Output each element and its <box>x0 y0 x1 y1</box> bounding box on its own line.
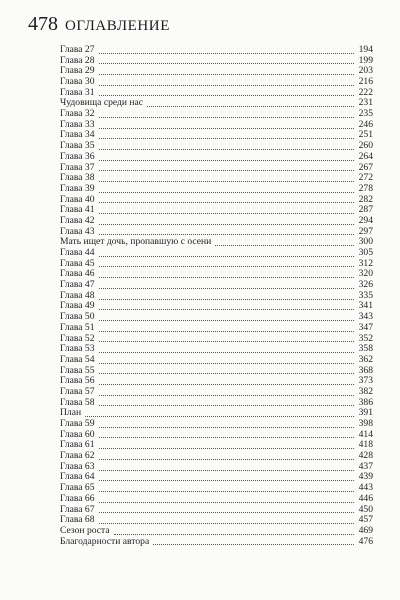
dot-leader <box>99 341 354 342</box>
toc-entry-title: Глава 32 <box>60 108 95 120</box>
dot-leader <box>99 288 354 289</box>
toc-entry-title: Чудовища среди нас <box>60 97 144 109</box>
dot-leader <box>99 202 354 203</box>
dot-leader <box>99 170 354 171</box>
toc-entry <box>60 376 373 387</box>
toc-entry-title: Глава 58 <box>60 396 95 408</box>
toc-entry-title: Глава 45 <box>60 257 95 269</box>
toc-entry <box>60 355 373 366</box>
toc-entry-page: 386 <box>358 396 373 408</box>
toc-entry-title: Глава 30 <box>60 76 95 88</box>
dot-leader <box>99 395 354 396</box>
toc-entry <box>60 120 373 131</box>
dot-leader <box>99 331 354 332</box>
toc-entry-page: 368 <box>358 364 373 376</box>
dot-leader <box>99 309 354 310</box>
toc-entry-title: Глава 44 <box>60 247 95 259</box>
toc-entry-title: Глава 49 <box>60 300 95 312</box>
dot-leader <box>99 459 354 460</box>
dot-leader <box>99 405 354 406</box>
toc-entry-page: 300 <box>358 236 373 248</box>
toc-entry-title: Благодарности автора <box>60 535 150 547</box>
toc-entry <box>60 440 373 451</box>
toc-entry <box>60 45 373 56</box>
toc-entry <box>60 163 373 174</box>
toc-entry <box>60 494 373 505</box>
dot-leader <box>99 149 354 150</box>
toc-entry-title: Глава 53 <box>60 343 95 355</box>
toc-entry-title: Глава 51 <box>60 321 95 333</box>
toc-entry-page: 457 <box>358 514 373 526</box>
page-header <box>28 13 170 35</box>
dot-leader <box>99 502 354 503</box>
dot-leader <box>99 363 354 364</box>
toc-entry-title: Глава 42 <box>60 214 95 226</box>
contents-heading: ОГЛАВЛЕНИЕ <box>65 18 170 34</box>
toc-entry-title: Глава 48 <box>60 289 95 301</box>
dot-leader <box>99 181 354 182</box>
dot-leader <box>99 192 354 193</box>
toc-entry-page: 231 <box>358 97 373 109</box>
toc-entry-page: 391 <box>358 407 373 419</box>
toc-entry-page: 287 <box>358 204 373 216</box>
toc-entry-title: Глава 38 <box>60 172 95 184</box>
toc-entry <box>60 408 373 419</box>
toc-entry-page: 437 <box>358 460 373 472</box>
toc-entry-page: 373 <box>358 375 373 387</box>
toc-entry <box>60 259 373 270</box>
toc-entry-page: 343 <box>358 311 373 323</box>
dot-leader <box>99 74 354 75</box>
toc-entry <box>60 387 373 398</box>
dot-leader <box>99 491 354 492</box>
toc-entry-page: 216 <box>358 76 373 88</box>
toc-entry-page: 352 <box>358 332 373 344</box>
toc-entry-title: Глава 59 <box>60 418 95 430</box>
dot-leader <box>99 427 354 428</box>
toc-entry-page: 251 <box>358 129 373 141</box>
toc-entry-page: 446 <box>358 492 373 504</box>
toc-entry-page: 305 <box>358 247 373 259</box>
toc-entry <box>60 56 373 67</box>
dot-leader <box>99 384 354 385</box>
toc-entry-page: 235 <box>358 108 373 120</box>
dot-leader <box>99 448 354 449</box>
toc-entry-title: Глава 63 <box>60 460 95 472</box>
toc-entry-page: 398 <box>358 418 373 430</box>
dot-leader <box>99 523 354 524</box>
dot-leader <box>99 117 354 118</box>
toc-entry-title: Глава 56 <box>60 375 95 387</box>
dot-leader <box>99 373 354 374</box>
page-number: 478 <box>28 13 58 35</box>
toc-entry-title: Мать ищет дочь, пропавшую с осени <box>60 236 212 248</box>
toc-entry <box>60 344 373 355</box>
toc-entry-title: Глава 68 <box>60 514 95 526</box>
toc-entry-page: 278 <box>358 182 373 194</box>
toc-entry-page: 312 <box>358 257 373 269</box>
toc-entry-page: 469 <box>358 524 373 536</box>
toc-entry-title: Глава 67 <box>60 503 95 515</box>
toc-entry <box>60 152 373 163</box>
dot-leader <box>99 480 354 481</box>
toc-entry <box>60 398 373 409</box>
toc-entry-title: Сезон роста <box>60 524 110 536</box>
toc-entry-title: Глава 43 <box>60 225 95 237</box>
toc-entry-title: Глава 57 <box>60 385 95 397</box>
dot-leader <box>99 320 354 321</box>
toc-entry <box>60 451 373 462</box>
toc-entry <box>60 483 373 494</box>
dot-leader <box>99 266 354 267</box>
toc-entry <box>60 77 373 88</box>
toc-entry <box>60 537 373 548</box>
toc-entry-page: 326 <box>358 279 373 291</box>
toc-entry-title: Глава 31 <box>60 86 95 98</box>
dot-leader <box>114 534 354 535</box>
toc-entry <box>60 269 373 280</box>
toc-entry-title: Глава 46 <box>60 268 95 280</box>
toc-entry <box>60 334 373 345</box>
toc-entry <box>60 66 373 77</box>
toc-entry <box>60 323 373 334</box>
toc-entry-page: 341 <box>358 300 373 312</box>
toc-entry-page: 222 <box>358 86 373 98</box>
toc-entry-title: Глава 47 <box>60 279 95 291</box>
toc-entry-title: Глава 60 <box>60 428 95 440</box>
toc-entry <box>60 237 373 248</box>
dot-leader <box>153 544 354 545</box>
dot-leader <box>99 352 354 353</box>
toc-entry <box>60 366 373 377</box>
toc-entry-page: 272 <box>358 172 373 184</box>
toc-entry <box>60 248 373 259</box>
toc-entry-title: Глава 39 <box>60 182 95 194</box>
toc-entry-title: Глава 66 <box>60 492 95 504</box>
toc-entry-page: 282 <box>358 193 373 205</box>
toc-entry <box>60 184 373 195</box>
toc-entry-page: 246 <box>358 118 373 130</box>
toc-entry-page: 347 <box>358 321 373 333</box>
toc-entry-page: 294 <box>358 214 373 226</box>
dot-leader <box>85 416 354 417</box>
dot-leader <box>215 245 354 246</box>
toc-entry <box>60 216 373 227</box>
dot-leader <box>99 160 354 161</box>
toc-entry-title: Глава 29 <box>60 65 95 77</box>
toc-entry-title: Глава 55 <box>60 364 95 376</box>
toc-entry <box>60 131 373 142</box>
toc-entry <box>60 291 373 302</box>
toc-entry-page: 264 <box>358 150 373 162</box>
dot-leader <box>99 277 354 278</box>
toc-entry-page: 428 <box>358 450 373 462</box>
dot-leader <box>99 512 354 513</box>
dot-leader <box>99 437 354 438</box>
table-of-contents <box>60 45 373 547</box>
toc-entry-page: 443 <box>358 482 373 494</box>
toc-entry-page: 260 <box>358 140 373 152</box>
toc-entry-page: 335 <box>358 289 373 301</box>
toc-entry-title: Глава 62 <box>60 450 95 462</box>
toc-entry <box>60 98 373 109</box>
toc-entry-page: 203 <box>358 65 373 77</box>
dot-leader <box>99 299 354 300</box>
toc-entry <box>60 302 373 313</box>
toc-entry <box>60 473 373 484</box>
toc-entry <box>60 505 373 516</box>
toc-entry-page: 414 <box>358 428 373 440</box>
toc-entry <box>60 430 373 441</box>
toc-entry-page: 362 <box>358 353 373 365</box>
toc-entry-title: План <box>60 407 82 419</box>
dot-leader <box>99 128 354 129</box>
toc-entry <box>60 419 373 430</box>
toc-entry-page: 194 <box>358 43 373 55</box>
toc-entry <box>60 312 373 323</box>
toc-entry-title: Глава 33 <box>60 118 95 130</box>
toc-entry-page: 199 <box>358 54 373 66</box>
dot-leader <box>99 470 354 471</box>
dot-leader <box>99 224 354 225</box>
dot-leader <box>99 256 354 257</box>
toc-entry-title: Глава 50 <box>60 311 95 323</box>
dot-leader <box>99 85 354 86</box>
toc-entry <box>60 141 373 152</box>
dot-leader <box>99 213 354 214</box>
toc-entry <box>60 280 373 291</box>
toc-entry-page: 320 <box>358 268 373 280</box>
dot-leader <box>99 53 354 54</box>
toc-entry-title: Глава 52 <box>60 332 95 344</box>
toc-entry-page: 418 <box>358 439 373 451</box>
toc-entry-title: Глава 37 <box>60 161 95 173</box>
toc-entry <box>60 109 373 120</box>
dot-leader <box>99 95 354 96</box>
toc-entry-title: Глава 40 <box>60 193 95 205</box>
toc-entry-title: Глава 35 <box>60 140 95 152</box>
toc-entry-title: Глава 28 <box>60 54 95 66</box>
toc-entry-page: 476 <box>358 535 373 547</box>
toc-entry <box>60 195 373 206</box>
toc-entry-page: 297 <box>358 225 373 237</box>
toc-entry <box>60 173 373 184</box>
toc-entry-page: 358 <box>358 343 373 355</box>
toc-entry <box>60 205 373 216</box>
toc-entry-page: 382 <box>358 385 373 397</box>
dot-leader <box>147 106 354 107</box>
toc-entry-title: Глава 65 <box>60 482 95 494</box>
toc-entry-title: Глава 54 <box>60 353 95 365</box>
toc-entry-title: Глава 27 <box>60 43 95 55</box>
toc-entry-title: Глава 61 <box>60 439 95 451</box>
toc-entry <box>60 462 373 473</box>
toc-entry-page: 439 <box>358 471 373 483</box>
toc-entry-title: Глава 36 <box>60 150 95 162</box>
dot-leader <box>99 138 354 139</box>
toc-entry-title: Глава 41 <box>60 204 95 216</box>
dot-leader <box>99 234 354 235</box>
dot-leader <box>99 63 354 64</box>
toc-entry-page: 267 <box>358 161 373 173</box>
toc-entry-title: Глава 34 <box>60 129 95 141</box>
toc-entry-page: 450 <box>358 503 373 515</box>
toc-entry-title: Глава 64 <box>60 471 95 483</box>
